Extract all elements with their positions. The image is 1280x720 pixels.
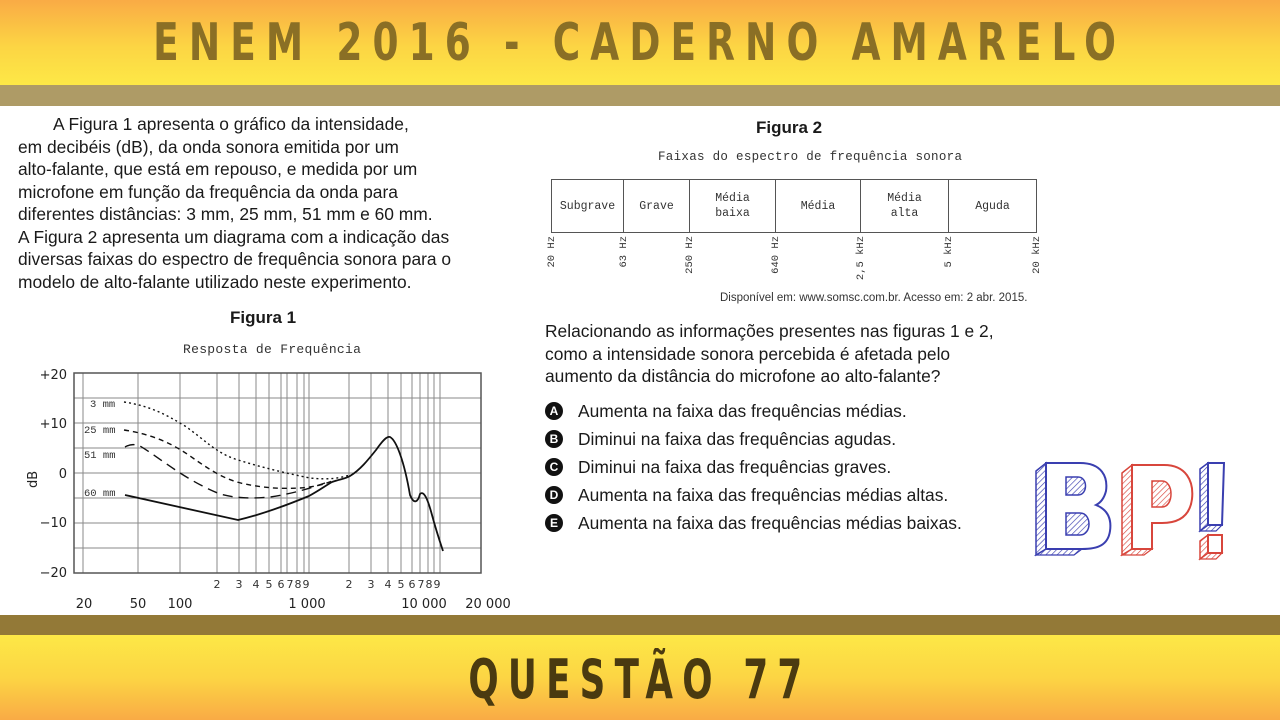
band-grave: Grave <box>624 180 690 232</box>
option-text: Aumenta na faixa das frequências médias altas. <box>578 484 949 505</box>
curve-3mm <box>124 402 350 479</box>
svg-text:7: 7 <box>417 578 425 591</box>
figure2-source: Disponível em: www.somsc.com.br. Acesso em: 2 abr. 2015. <box>720 292 1028 304</box>
question-line: aumento da distância do microfone ao alto-falante? <box>545 366 941 386</box>
intro-line: em decibéis (dB), da onda sonora emitida por um <box>18 136 399 157</box>
freq-tick-2-5khz: 2,5 kHz <box>855 236 867 281</box>
svg-text:10 000: 10 000 <box>401 597 447 612</box>
svg-text:4: 4 <box>252 578 260 591</box>
y-tick: +20 <box>39 368 67 383</box>
option-e[interactable] <box>545 509 962 537</box>
series-label-51mm: 51 mm <box>84 450 116 462</box>
option-text: Diminui na faixa das frequências agudas. <box>578 428 897 449</box>
svg-text:9: 9 <box>433 578 441 591</box>
band-media-baixa <box>690 180 776 232</box>
question-line: Relacionando as informações presentes nas figuras 1 e 2, <box>545 321 994 341</box>
band-label-line: alta <box>890 207 919 220</box>
figure2-label: Figura 2 <box>756 118 823 137</box>
freq-tick-63hz: 63 Hz <box>618 236 630 268</box>
curve-25mm <box>124 430 332 488</box>
series-label-60mm: 60 mm <box>84 488 116 500</box>
question-line: como a intensidade sonora percebida é afetada pelo <box>545 343 951 364</box>
svg-text:2: 2 <box>345 578 353 591</box>
intro-line: A Figura 1 apresenta o gráfico da intensidade, <box>53 114 409 134</box>
footer-banner <box>0 635 1280 720</box>
band-subgrave: Subgrave <box>552 180 624 232</box>
series-label-3mm: 3 mm <box>90 399 116 411</box>
option-b[interactable] <box>545 425 962 453</box>
y-tick: −20 <box>39 566 67 581</box>
intro-line: modelo de alto-falante utilizado neste experimento. <box>18 271 412 292</box>
freq-tick-20hz: 20 Hz <box>546 236 558 268</box>
freq-tick-640hz: 640 Hz <box>770 236 782 274</box>
figure2-title: Faixas do espectro de frequência sonora <box>658 150 963 164</box>
option-c[interactable] <box>545 453 962 481</box>
option-letter-a-icon: A <box>545 402 563 420</box>
curve-60mm <box>125 437 443 551</box>
svg-text:3: 3 <box>235 578 243 591</box>
option-text: Diminui na faixa das frequências graves. <box>578 456 892 477</box>
svg-text:7: 7 <box>286 578 294 591</box>
svg-text:3: 3 <box>367 578 375 591</box>
band-label-line: Média <box>887 192 922 205</box>
svg-text:50: 50 <box>129 597 147 612</box>
frequency-bands-diagram <box>551 179 1037 233</box>
freq-tick-5khz: 5 kHz <box>943 236 955 268</box>
svg-text:8: 8 <box>294 578 302 591</box>
band-label-line: Média <box>715 192 750 205</box>
bp-logo-icon <box>1032 455 1228 565</box>
intro-line: microfone em função da frequência da onda para <box>18 181 398 202</box>
option-text: Aumenta na faixa das frequências médias baixas. <box>578 512 962 533</box>
band-label-line: baixa <box>715 207 750 220</box>
curve-51mm <box>125 445 325 498</box>
svg-text:2: 2 <box>213 578 221 591</box>
intro-line: alto-falante, que está em repouso, e medida por um <box>18 159 418 179</box>
svg-text:100: 100 <box>167 597 193 612</box>
option-letter-d-icon: D <box>545 486 563 504</box>
logo-letter-p <box>1122 465 1192 555</box>
option-letter-e-icon: E <box>545 514 563 532</box>
svg-text:20: 20 <box>75 597 93 612</box>
svg-text:5: 5 <box>265 578 273 591</box>
option-text: Aumenta na faixa das frequências médias. <box>578 400 907 421</box>
y-axis-label: dB <box>26 470 41 488</box>
y-tick: 0 <box>58 467 67 482</box>
question-number-label: QUESTÃO 77 <box>468 648 812 711</box>
logo-exclamation <box>1200 463 1224 559</box>
question-stem <box>545 320 1042 388</box>
svg-text:1 000: 1 000 <box>288 597 326 612</box>
y-tick: −10 <box>39 516 67 531</box>
intro-line: diferentes distâncias: 3 mm, 25 mm, 51 mm e 60 mm. <box>18 204 433 224</box>
svg-text:9: 9 <box>302 578 310 591</box>
header-title: ENEM 2016 - CADERNO AMARELO <box>153 12 1127 73</box>
svg-text:6: 6 <box>408 578 416 591</box>
option-letter-b-icon: B <box>545 430 563 448</box>
svg-text:8: 8 <box>425 578 433 591</box>
intro-line: diversas faixas do espectro de frequência sonora para o <box>18 249 452 269</box>
logo-letter-b <box>1036 463 1110 555</box>
band-media: Média <box>776 180 861 232</box>
figure1-label: Figura 1 <box>230 308 297 327</box>
band-media-alta <box>861 180 949 232</box>
svg-text:6: 6 <box>277 578 285 591</box>
band-aguda: Aguda <box>975 199 1010 213</box>
series-label-25mm: 25 mm <box>84 425 116 437</box>
intro-line: A Figura 2 apresenta um diagrama com a indicação das <box>18 226 450 247</box>
figure1-chart-title: Resposta de Frequência <box>183 342 362 357</box>
y-tick: +10 <box>39 417 67 432</box>
svg-text:5: 5 <box>397 578 405 591</box>
svg-text:20 000: 20 000 <box>465 597 511 612</box>
freq-tick-250hz: 250 Hz <box>684 236 696 274</box>
freq-tick-20khz: 20 kHz <box>1031 236 1043 274</box>
footer-divider-band <box>0 615 1280 635</box>
svg-text:4: 4 <box>384 578 392 591</box>
option-d[interactable] <box>545 481 962 509</box>
answer-options <box>545 397 962 537</box>
option-letter-c-icon: C <box>545 458 563 476</box>
option-a[interactable] <box>545 397 962 425</box>
